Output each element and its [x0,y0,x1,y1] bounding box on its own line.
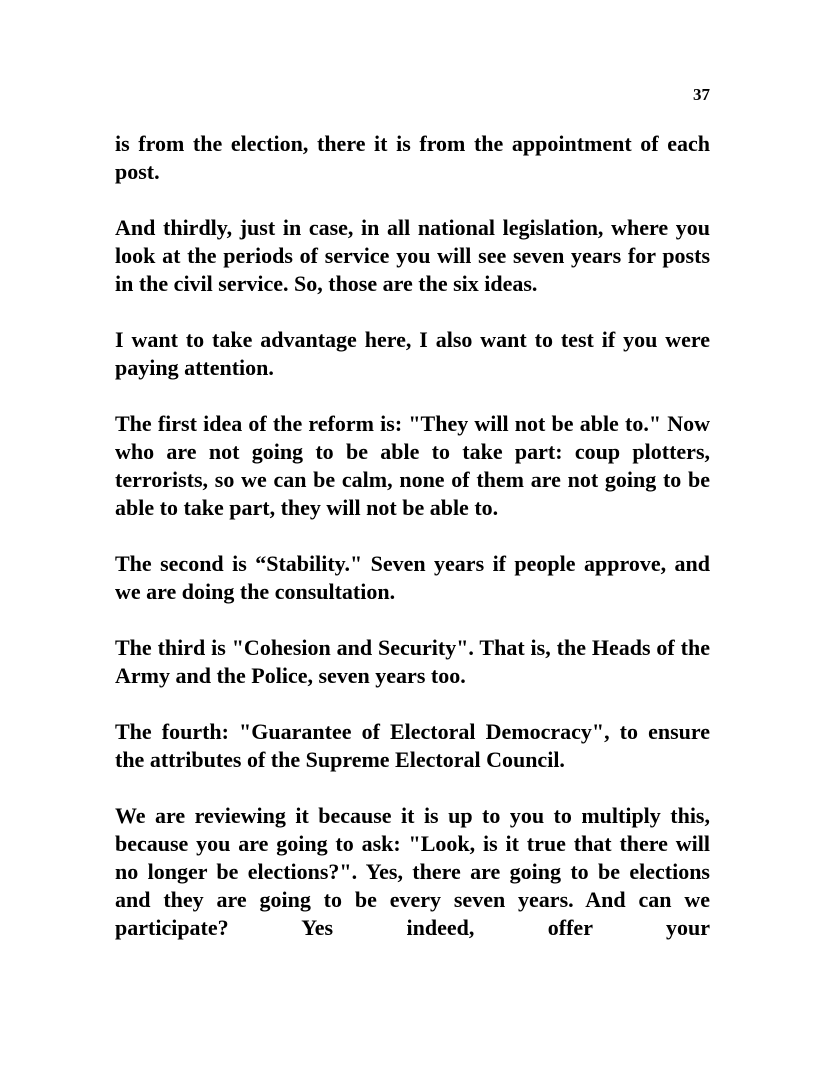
paragraph: The second is “Stability." Seven years if people approve, and we are doing the consultation. [115,551,710,604]
paragraph: And thirdly, just in case, in all national legislation, where you look at the periods of service you will see seven years for posts in the civil service. So, those are the six ideas. [115,215,710,296]
paragraph: We are reviewing it because it is up to you to multiply this, because you are going to ask: "Look, is it true that there will no longer be elections?". Yes, there are going to be elections and they are going to be every seven years. And can we participate? Yes indeed, offer your [115,803,710,940]
page-body [115,130,710,942]
paragraph: I want to take advantage here, I also want to test if you were paying attention. [115,327,710,380]
paragraph: The fourth: "Guarantee of Electoral Democracy", to ensure the attributes of the Supreme Electoral Council. [115,719,710,772]
paragraph: The third is "Cohesion and Security". That is, the Heads of the Army and the Police, seven years too. [115,635,710,688]
page-number: 37 [693,85,710,104]
paragraph: is from the election, there it is from the appointment of each post. [115,131,710,184]
paragraph: The first idea of the reform is: "They will not be able to." Now who are not going to be able to take part: coup plotters, terrorists, so we can be calm, none of them are not going to be able to take part, they will not be able to. [115,411,710,520]
